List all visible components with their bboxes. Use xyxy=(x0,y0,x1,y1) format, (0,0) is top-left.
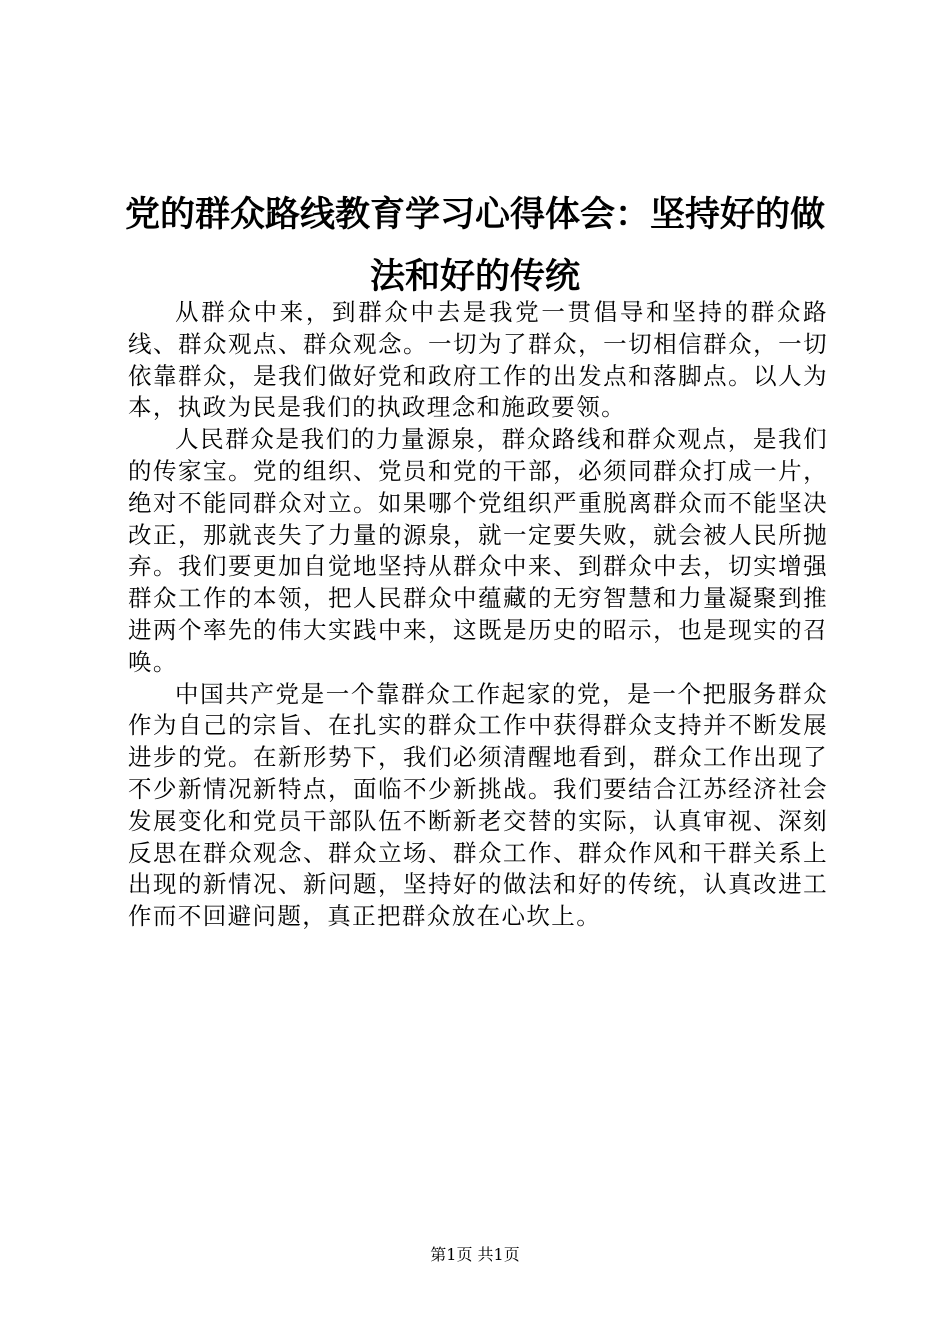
paragraph: 人民群众是我们的力量源泉，群众路线和群众观点，是我们的传家宝。党的组织、党员和党的干部，必须同群众打成一片，绝对不能同群众对立。如果哪个党组织严重脱离群众而不能坚决改正，那就丧失了力量的源泉，就一定要失败，就会被人民所抛弃。我们要更加自觉地坚持从群众中来、到群众中去，切实增强群众工作的本领，把人民群众中蕴藏的无穷智慧和力量凝聚到推进两个率先的伟大实践中来，这既是历史的昭示，也是现实的召唤。 xyxy=(128,425,828,676)
page-footer: 第1页 共1页 xyxy=(430,1245,520,1264)
paragraph: 中国共产党是一个靠群众工作起家的党，是一个把服务群众作为自己的宗旨、在扎实的群众工作中获得群众支持并不断发展进步的党。在新形势下，我们必须清醒地看到，群众工作出现了不少新情况新特点，面临不少新挑战。我们要结合江苏经济社会发展变化和党员干部队伍不断新老交替的实际，认真审视、深刻反思在群众观念、群众立场、群众工作、群众作风和干群关系上出现的新情况、新问题，坚持好的做法和好的传统，认真改进工作而不回避问题，真正把群众放在心坎上。 xyxy=(128,679,828,931)
document-title: 党的群众路线教育学习心得体会：坚持好的做法和好的传统 xyxy=(124,194,825,297)
paragraph: 从群众中来，到群众中去是我党一贯倡导和坚持的群众路线、群众观点、群众观念。一切为了群众，一切相信群众，一切依靠群众，是我们做好党和政府工作的出发点和落脚点。以人为本，执政为民是我们的执政理念和施政要领。 xyxy=(128,298,828,422)
document-body xyxy=(128,297,828,933)
